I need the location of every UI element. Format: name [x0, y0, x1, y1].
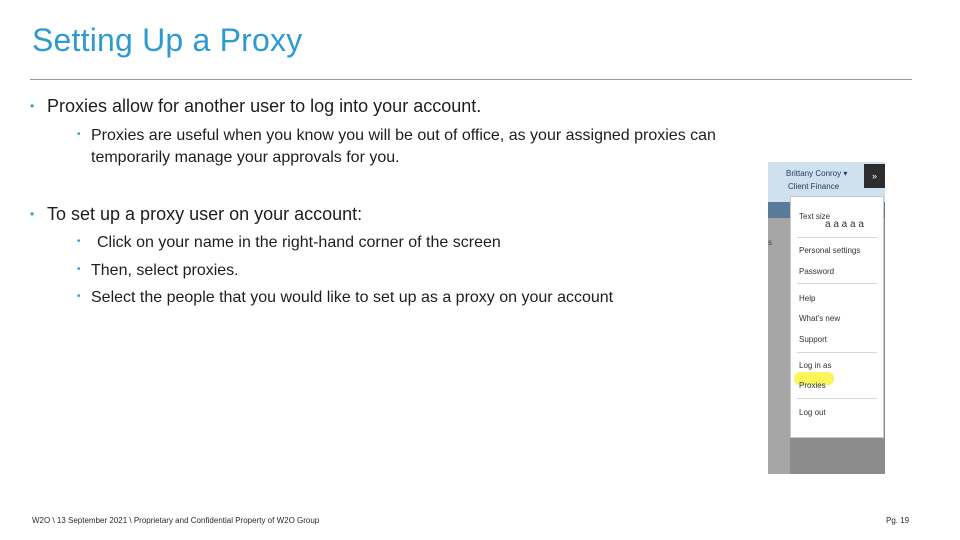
bullet-step-select-proxies: Then, select proxies. — [91, 262, 239, 279]
bullet-dot: • — [30, 207, 35, 221]
text-size-options[interactable]: a a a a a — [825, 219, 864, 230]
menu-item-log-in-as[interactable]: Log in as — [799, 361, 832, 370]
menu-item-support[interactable]: Support — [799, 335, 828, 344]
menu-item-proxies[interactable]: Proxies — [799, 381, 826, 390]
bullet-proxies-allow: Proxies allow for another user to log into your account. — [47, 96, 482, 116]
screenshot-left-strip — [768, 218, 790, 474]
bullet-proxies-useful-line2: temporarily manage your approvals for you. — [91, 149, 400, 166]
bullet-proxies-useful-line1: Proxies are useful when you know you will be out of office, as your assigned proxies can — [91, 127, 716, 144]
bullet-dot: • — [77, 291, 81, 302]
expand-icon[interactable]: » — [864, 164, 885, 188]
menu-item-personal-settings[interactable]: Personal settings — [799, 246, 861, 255]
bullet-dot: • — [30, 99, 35, 113]
menu-item-password[interactable]: Password — [799, 267, 835, 276]
user-menu-screenshot — [768, 162, 885, 474]
screenshot-left-letter: s — [768, 238, 772, 247]
bullet-step-select-people: Select the people that you would like to set up as a proxy on your account — [91, 289, 614, 306]
user-name-menu[interactable]: Brittany Conroy ▾ — [786, 169, 848, 178]
menu-item-log-out[interactable]: Log out — [799, 408, 826, 417]
menu-item-whats-new[interactable]: What's new — [799, 314, 841, 323]
page-title: Setting Up a Proxy — [32, 22, 303, 58]
bullet-dot: • — [77, 236, 81, 247]
menu-divider — [797, 283, 877, 284]
menu-divider — [797, 352, 877, 353]
bullet-dot: • — [77, 129, 81, 140]
user-org: Client Finance — [788, 182, 840, 191]
bullet-dot: • — [77, 264, 81, 275]
menu-item-text-size: Text size — [799, 212, 831, 221]
menu-item-help[interactable]: Help — [799, 294, 816, 303]
page-number: Pg. 19 — [886, 516, 910, 525]
bullet-set-up-proxy: To set up a proxy user on your account: — [47, 204, 363, 224]
user-dropdown-menu — [790, 196, 884, 438]
footer-text: W2O \ 13 September 2021 \ Proprietary and Confidential Property of W2O Group — [32, 516, 320, 525]
menu-divider — [797, 237, 877, 238]
title-divider — [30, 79, 912, 80]
bullet-step-click-name: Click on your name in the right-hand corner of the screen — [97, 234, 501, 251]
menu-divider — [797, 398, 877, 399]
